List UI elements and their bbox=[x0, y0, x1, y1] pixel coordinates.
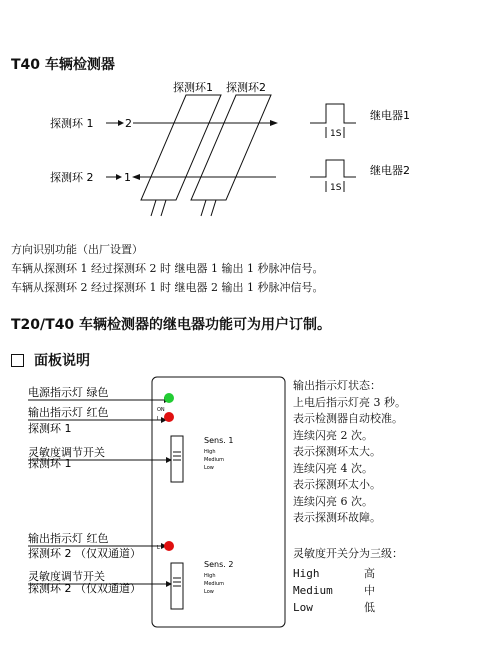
row1-num: 2 bbox=[125, 117, 132, 130]
checkbox-icon bbox=[11, 354, 24, 367]
out-led-2-label: 输出指示灯 红色 bbox=[28, 532, 109, 545]
level-cn: 高 bbox=[364, 567, 375, 580]
relay2-pulse-label: 1S bbox=[330, 183, 342, 193]
status-line: 连续闪亮 2 次。 bbox=[293, 428, 373, 442]
panel-diagram bbox=[0, 370, 290, 655]
sens-1-high: High bbox=[204, 449, 216, 455]
power-led-label: 电源指示灯 绿色 bbox=[28, 386, 109, 399]
output-led-2-red bbox=[164, 541, 174, 551]
sens-1-sub: 探测环 1 bbox=[28, 457, 72, 470]
out-led-1-sub: 探测环 1 bbox=[28, 422, 72, 435]
sens-1-title: Sens. 1 bbox=[204, 436, 234, 445]
sens-2-high: High bbox=[204, 573, 216, 579]
out-led-1-label: 输出指示灯 红色 bbox=[28, 406, 109, 419]
level-en: Low bbox=[293, 601, 313, 614]
loop-2-shape bbox=[191, 95, 271, 200]
status-line: 输出指示灯状态： bbox=[293, 379, 381, 392]
row1-label: 探测环 1 bbox=[50, 117, 94, 130]
level-cn: 中 bbox=[364, 584, 375, 597]
loop-1-shape bbox=[141, 95, 221, 200]
level-row-low bbox=[293, 599, 375, 616]
row2-short-arrow bbox=[116, 174, 122, 180]
sens-2-low: Low bbox=[204, 589, 214, 595]
level-row-medium bbox=[293, 582, 375, 599]
status-line: 表示探测环故障。 bbox=[293, 511, 381, 524]
sensitivity-levels bbox=[293, 565, 375, 616]
relay1-label: 继电器1 bbox=[370, 109, 410, 122]
loop-1-tail-b bbox=[161, 200, 166, 216]
relay1-pulse-label: 1S bbox=[330, 129, 342, 139]
status-line: 表示探测环太大。 bbox=[293, 445, 381, 458]
sens-1-medium: Medium bbox=[204, 457, 224, 463]
section-title-t40: T40 车辆检测器 bbox=[11, 57, 115, 73]
row2-long-arrow bbox=[132, 174, 140, 180]
status-line: 表示探测环太小。 bbox=[293, 478, 381, 491]
loop-header-2: 探测环2 bbox=[226, 81, 266, 94]
direction-diagram bbox=[0, 0, 477, 240]
sens-2-label: 灵敏度调节开关 bbox=[28, 570, 105, 583]
out-led-2-sub: 探测环 2 （仅双通道） bbox=[28, 547, 141, 560]
row1-long-arrow bbox=[270, 120, 278, 126]
sensitivity-title: 灵敏度开关分为三级： bbox=[293, 547, 403, 560]
para-line-3: 车辆从探测环 2 经过探测环 1 时 继电器 2 输出 1 秒脉冲信号。 bbox=[11, 281, 324, 294]
section-title-relay: T20/T40 车辆检测器的继电器功能可为用户订制。 bbox=[11, 317, 332, 333]
row2-label: 探测环 2 bbox=[50, 171, 94, 184]
status-line: 表示检测器自动校准。 bbox=[293, 412, 403, 425]
section-title-panel: 面板说明 bbox=[34, 353, 90, 369]
level-cn: 低 bbox=[364, 601, 375, 614]
sens-1-label: 灵敏度调节开关 bbox=[28, 446, 105, 459]
sens-1-low: Low bbox=[204, 465, 214, 471]
direction-description bbox=[11, 240, 323, 297]
relay1-pulse bbox=[310, 104, 356, 123]
sens-2-title: Sens. 2 bbox=[204, 560, 234, 569]
level-en: High bbox=[293, 567, 320, 580]
relay2-pulse bbox=[310, 160, 356, 177]
on-label: ON bbox=[157, 407, 165, 413]
loop-1-tail-a bbox=[151, 200, 156, 216]
led-status-list bbox=[293, 378, 406, 527]
row2-num: 1 bbox=[124, 171, 131, 184]
sens-2-medium: Medium bbox=[204, 581, 224, 587]
para-line-2: 车辆从探测环 1 经过探测环 2 时 继电器 1 输出 1 秒脉冲信号。 bbox=[11, 262, 324, 275]
level-en: Medium bbox=[293, 584, 333, 597]
loop-2-tail-b bbox=[211, 200, 216, 216]
para-line-1: 方向识别功能（出厂设置） bbox=[11, 243, 143, 256]
l1-label: L bbox=[157, 416, 160, 422]
loop-header-1: 探测环1 bbox=[173, 81, 213, 94]
level-row-high bbox=[293, 565, 375, 582]
status-line: 连续闪亮 4 次。 bbox=[293, 461, 373, 475]
loop-2-tail-a bbox=[201, 200, 206, 216]
relay2-label: 继电器2 bbox=[370, 164, 410, 177]
sens-2-sub: 探测环 2 （仅双通道） bbox=[28, 582, 141, 595]
status-line: 连续闪亮 6 次。 bbox=[293, 494, 373, 508]
power-led-green bbox=[164, 393, 174, 403]
sens-1-switch[interactable] bbox=[171, 436, 183, 482]
status-line: 上电后指示灯亮 3 秒。 bbox=[293, 395, 406, 409]
section-title-panel-row bbox=[11, 350, 90, 370]
l2-label: L bbox=[157, 545, 160, 551]
row1-short-arrow bbox=[118, 120, 124, 126]
output-led-1-red bbox=[164, 412, 174, 422]
